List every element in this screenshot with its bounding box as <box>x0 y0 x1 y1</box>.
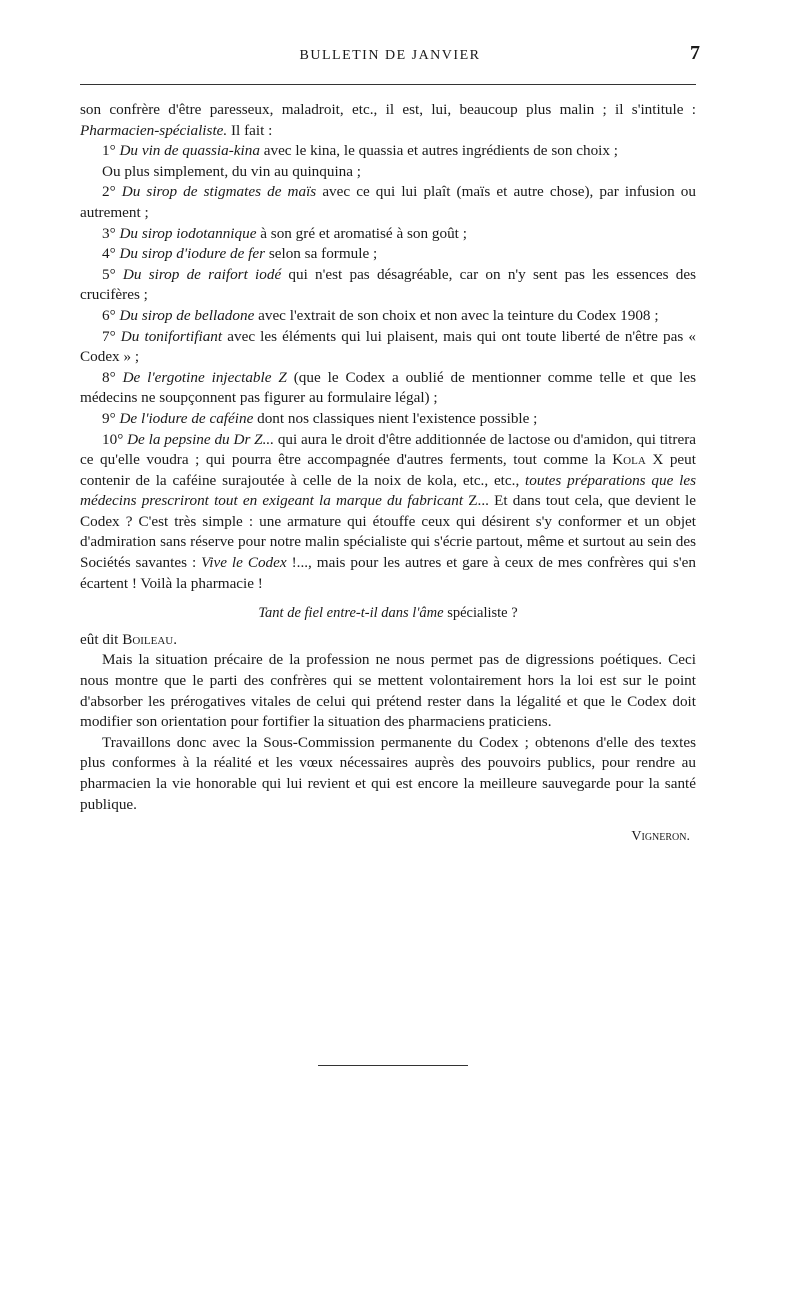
attribution-author: Boileau <box>122 630 174 648</box>
list-item-8: 8° De l'ergotine injectable Z (que le Codex a oublié de mentionner comme telle et que les médecins ne soupçonnent pas figurer au formulaire légal) ; <box>80 368 697 407</box>
author-signature: Vigneron. <box>631 829 690 845</box>
list-item-4: 4° Du sirop d'iodure de fer selon sa formule ; <box>102 245 378 263</box>
header-rule <box>80 84 696 85</box>
paragraph-travaillons: Travaillons donc avec la Sous-Commission permanente du Codex ; obtenons d'elle des textes plus conformes à la réalité et les vœux nécessaires auprès des pouvoirs publics, pour rendre au pharmacien la vie honorable qui lui revient et qui est encore la meilleure sauvegarde pour la santé publique. <box>80 733 696 813</box>
paragraph-mais: Mais la situation précaire de la profession ne nous permet pas de digressions poétiques. Ceci nous montre que le parti des confrères qui se mettent volontairement hors la loi est sur le point d'absorber les prérogatives vitales de celui qui prétend rester dans la légalité et que le Codex doit modifier son orientation pour fortifier la situation des pharmaciens praticiens. <box>80 651 696 731</box>
paragraph-intro: son confrère d'être paresseux, maladroit, etc., il est, lui, beaucoup plus malin ; il s'intitule : Pharmacien-spécialiste. Il fait : <box>80 101 696 139</box>
list-item-2: 2° Du sirop de stigmates de maïs avec ce qui lui plaît (maïs et autre chose), par infusion ou autrement ; <box>80 183 696 221</box>
end-rule <box>318 1065 468 1066</box>
running-title: BULLETIN DE JANVIER <box>299 48 481 63</box>
page-header <box>80 42 700 78</box>
list-item-6: 6° Du sirop de belladone avec l'extrait de son choix et non avec la teinture du Codex 1908 ; <box>102 306 659 324</box>
page-number: 7 <box>690 42 700 64</box>
list-item-10: 10° De la pepsine du Dr Z... qui aura le droit d'être additionnée de lactose ou d'amidon, qui titrera ce qu'elle voudra ; qui pourra être accompagnée d'autres ferments, tout comme la Kola X peut contenir de la caféine surajoutée à celle de la noix de kola, etc., etc., toutes préparations que les médecins prescriront tout en exigeant la marque du fabricant Z... Et dans tout cela, que devient le Codex ? C'est très simple : une armature qui étouffe ceux qui désirent s'y conformer et un objet d'admiration sans réserve pour notre malin spécialiste qui s'écrie partout, même et surtout au sein des Sociétés savantes : Vive le Codex !..., mais pour les autres et gare à ceux de mes confrères qui s'en écartent ! Voilà la pharmacie ! <box>80 430 696 592</box>
list-item-5: 5° Du sirop de raifort iodé qui n'est pas désagréable, car on n'y sent pas les essences des crucifères ; <box>80 265 696 304</box>
article-body <box>80 100 696 848</box>
line-quinquina: Ou plus simplement, du vin au quinquina ; <box>102 162 362 180</box>
list-item-3: 3° Du sirop iodotannique à son gré et aromatisé à son goût ; <box>102 224 467 242</box>
list-item-7: 7° Du tonifortifiant avec les éléments qui lui plaisent, mais qui ont toute liberté de n'être pas « Codex » ; <box>80 327 696 366</box>
list-item-1: 1° Du vin de quassia-kina avec le kina, le quassia et autres ingrédients de son choix ; <box>102 142 618 160</box>
attribution-line: eût dit Boileau. <box>80 630 178 648</box>
list-item-9: 9° De l'iodure de caféine dont nos classiques nient l'existence possible ; <box>102 409 538 427</box>
verse-quote: Tant de fiel entre-t-il dans l'âme spécialiste ? <box>258 605 518 622</box>
